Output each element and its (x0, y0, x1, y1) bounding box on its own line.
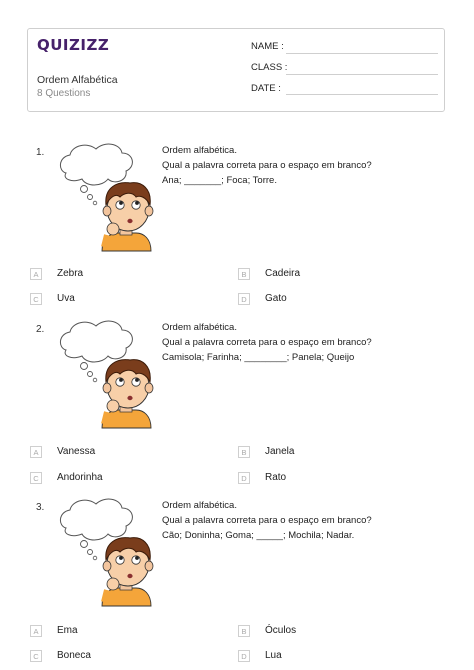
question-number: 1. (36, 147, 45, 158)
option-d-checkbox[interactable]: D (238, 472, 250, 484)
option-c-checkbox[interactable]: C (30, 293, 42, 305)
question-line: Camisola; Farinha; ________; Panela; Queijo (162, 352, 355, 363)
date-label: DATE : (251, 83, 281, 94)
thinking-boy-illustration (56, 320, 156, 430)
option-b-checkbox[interactable]: B (238, 446, 250, 458)
worksheet-header (27, 28, 445, 112)
option-c-label: Boneca (57, 650, 91, 661)
quizizz-logo: QUIZIZZ (37, 36, 110, 54)
option-d-label: Gato (265, 293, 287, 304)
date-line[interactable] (286, 94, 438, 95)
option-c-checkbox[interactable]: C (30, 650, 42, 662)
name-label: NAME : (251, 41, 284, 52)
question-number: 2. (36, 324, 45, 335)
question-text (162, 498, 372, 543)
question-line: Ordem alfabética. (162, 500, 237, 511)
question-line: Qual a palavra correta para o espaço em branco? (162, 337, 372, 348)
option-a-label: Ema (57, 625, 78, 636)
question-text (162, 143, 372, 188)
worksheet-title: Ordem Alfabética (37, 74, 118, 86)
question-line: Qual a palavra correta para o espaço em branco? (162, 160, 372, 171)
class-label: CLASS : (251, 62, 288, 73)
option-b-checkbox[interactable]: B (238, 625, 250, 637)
question-number: 3. (36, 502, 45, 513)
option-d-label: Rato (265, 472, 287, 483)
option-b-label: Janela (265, 446, 295, 457)
thinking-boy-illustration (56, 498, 156, 608)
option-c-label: Uva (57, 293, 75, 304)
class-line[interactable] (286, 74, 438, 75)
question-count: 8 Questions (37, 88, 91, 99)
option-c-checkbox[interactable]: C (30, 472, 42, 484)
option-a-label: Vanessa (57, 446, 96, 457)
name-line[interactable] (286, 53, 438, 54)
option-b-label: Cadeira (265, 268, 301, 279)
thinking-boy-illustration (56, 143, 156, 253)
option-a-checkbox[interactable]: A (30, 446, 42, 458)
option-a-label: Zebra (57, 268, 84, 279)
question-line: Ordem alfabética. (162, 145, 237, 156)
option-d-label: Lua (265, 650, 282, 661)
option-d-checkbox[interactable]: D (238, 650, 250, 662)
question-line: Cão; Doninha; Goma; _____; Mochila; Nadar. (162, 530, 355, 541)
option-a-checkbox[interactable]: A (30, 625, 42, 637)
option-b-label: Óculos (265, 625, 297, 636)
question-text (162, 320, 372, 365)
question-line: Ana; _______; Foca; Torre. (162, 175, 277, 186)
option-d-checkbox[interactable]: D (238, 293, 250, 305)
question-line: Ordem alfabética. (162, 322, 237, 333)
option-c-label: Andorinha (57, 472, 103, 483)
option-a-checkbox[interactable]: A (30, 268, 42, 280)
question-line: Qual a palavra correta para o espaço em branco? (162, 515, 372, 526)
option-b-checkbox[interactable]: B (238, 268, 250, 280)
